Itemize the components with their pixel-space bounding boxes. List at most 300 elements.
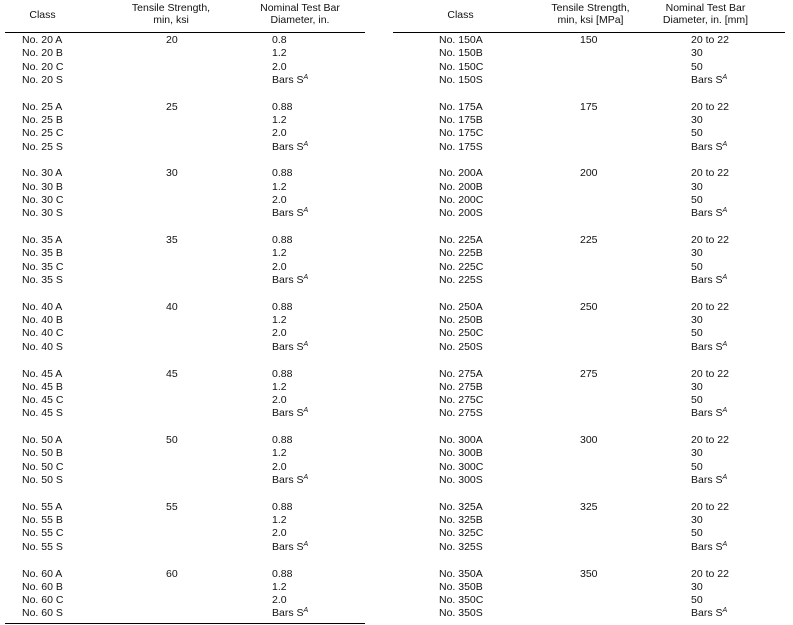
class-cell: No. 200B bbox=[439, 180, 483, 193]
diameter-cell bbox=[272, 207, 308, 220]
diameter-cell bbox=[272, 247, 287, 260]
diameter-value: 50 bbox=[691, 260, 703, 273]
diameter-value: 0.88 bbox=[272, 100, 293, 113]
diameter-cell bbox=[691, 461, 703, 474]
class-cell: No. 175B bbox=[439, 113, 483, 126]
class-cell: No. 25 S bbox=[22, 140, 63, 153]
diameter-cell bbox=[272, 474, 308, 487]
diameter-value: Bars S bbox=[272, 540, 304, 553]
table-row bbox=[5, 327, 365, 340]
table-row bbox=[393, 368, 785, 381]
table-row bbox=[393, 74, 785, 87]
class-cell: No. 60 S bbox=[22, 607, 63, 620]
diameter-cell bbox=[272, 141, 308, 154]
right-class-table bbox=[393, 0, 785, 620]
footnote-marker: A bbox=[303, 407, 309, 415]
diameter-cell bbox=[272, 341, 308, 354]
diameter-cell bbox=[691, 101, 729, 114]
tensile-cell: 350 bbox=[580, 567, 598, 580]
diameter-cell bbox=[272, 394, 287, 407]
diameter-value: Bars S bbox=[691, 340, 723, 353]
table-row bbox=[393, 474, 785, 487]
diameter-cell bbox=[691, 247, 703, 260]
table-row bbox=[5, 101, 365, 114]
class-cell: No. 300B bbox=[439, 447, 483, 460]
diameter-value: 1.2 bbox=[272, 380, 287, 393]
table-row bbox=[5, 194, 365, 207]
class-cell: No. 300A bbox=[439, 434, 483, 447]
table-row bbox=[5, 368, 365, 381]
diameter-value: 2.0 bbox=[272, 460, 287, 473]
diameter-cell bbox=[272, 261, 287, 274]
diameter-value: 2.0 bbox=[272, 327, 287, 340]
table-row bbox=[393, 434, 785, 447]
table-row bbox=[5, 527, 365, 540]
diameter-value: 20 to 22 bbox=[691, 434, 729, 447]
diameter-value: 1.2 bbox=[272, 247, 287, 260]
class-group bbox=[393, 434, 785, 488]
table-row bbox=[393, 207, 785, 220]
class-cell: No. 30 A bbox=[22, 167, 63, 180]
table-row bbox=[5, 568, 365, 581]
class-cell: No. 250C bbox=[439, 327, 484, 340]
table-row bbox=[393, 568, 785, 581]
class-cell: No. 20 C bbox=[22, 60, 64, 73]
table-row bbox=[5, 74, 365, 87]
class-cell: No. 225B bbox=[439, 247, 483, 260]
class-group bbox=[5, 34, 365, 88]
diameter-value: Bars S bbox=[691, 273, 723, 286]
diameter-value: 0.88 bbox=[272, 500, 293, 513]
diameter-value: 2.0 bbox=[272, 260, 287, 273]
diameter-value: 20 to 22 bbox=[691, 500, 729, 513]
class-cell: No. 150B bbox=[439, 47, 483, 60]
table-row bbox=[393, 127, 785, 140]
table-row bbox=[5, 61, 365, 74]
class-cell: No. 50 S bbox=[22, 474, 63, 487]
class-group bbox=[5, 501, 365, 555]
table-row bbox=[393, 514, 785, 527]
diameter-value: 50 bbox=[691, 527, 703, 540]
diameter-value: 20 to 22 bbox=[691, 234, 729, 247]
diameter-value: 1.2 bbox=[272, 580, 287, 593]
table-row bbox=[393, 114, 785, 127]
diameter-cell bbox=[272, 381, 287, 394]
diameter-cell bbox=[272, 568, 292, 581]
diameter-cell bbox=[691, 368, 729, 381]
diameter-cell bbox=[691, 447, 703, 460]
diameter-cell bbox=[691, 407, 727, 420]
class-cell: No. 300S bbox=[439, 474, 483, 487]
diameter-cell bbox=[272, 101, 292, 114]
header-diameter bbox=[245, 2, 355, 26]
class-group bbox=[393, 568, 785, 622]
diameter-cell bbox=[691, 568, 729, 581]
table-row bbox=[393, 381, 785, 394]
header-tensile-line2: min, ksi bbox=[153, 14, 189, 26]
class-group bbox=[393, 234, 785, 288]
footnote-marker: A bbox=[303, 207, 309, 215]
diameter-cell bbox=[691, 181, 703, 194]
footnote-marker: A bbox=[722, 540, 728, 548]
table-row bbox=[393, 327, 785, 340]
diameter-value: 2.0 bbox=[272, 394, 287, 407]
class-cell: No. 250A bbox=[439, 300, 483, 313]
diameter-value: 0.88 bbox=[272, 567, 293, 580]
diameter-cell bbox=[691, 234, 729, 247]
diameter-cell bbox=[272, 581, 287, 594]
footnote-marker: A bbox=[722, 607, 728, 615]
table-row bbox=[393, 394, 785, 407]
table-row bbox=[393, 61, 785, 74]
class-group bbox=[393, 34, 785, 88]
diameter-cell bbox=[691, 541, 727, 554]
table-row bbox=[5, 447, 365, 460]
diameter-value: 30 bbox=[691, 180, 703, 193]
class-cell: No. 350S bbox=[439, 607, 483, 620]
table-row bbox=[5, 234, 365, 247]
table-row bbox=[5, 141, 365, 154]
diameter-cell bbox=[272, 181, 287, 194]
diameter-value: 50 bbox=[691, 394, 703, 407]
diameter-value: 50 bbox=[691, 193, 703, 206]
table-row bbox=[5, 407, 365, 420]
table-row bbox=[5, 434, 365, 447]
class-cell: No. 35 B bbox=[22, 247, 63, 260]
header-diameter-line1: Nominal Test Bar bbox=[260, 2, 340, 14]
class-cell: No. 275B bbox=[439, 380, 483, 393]
diameter-cell bbox=[691, 141, 727, 154]
table-row bbox=[393, 47, 785, 60]
table-row bbox=[5, 594, 365, 607]
diameter-cell bbox=[272, 594, 287, 607]
diameter-value: Bars S bbox=[691, 407, 723, 420]
diameter-value: Bars S bbox=[691, 140, 723, 153]
class-cell: No. 275C bbox=[439, 394, 484, 407]
diameter-value: 30 bbox=[691, 514, 703, 527]
class-cell: No. 325A bbox=[439, 500, 483, 513]
class-group bbox=[5, 234, 365, 288]
tensile-cell: 40 bbox=[166, 300, 178, 313]
footnote-marker: A bbox=[303, 607, 309, 615]
class-cell: No. 300C bbox=[439, 460, 484, 473]
table-row bbox=[5, 607, 365, 620]
class-cell: No. 55 B bbox=[22, 514, 63, 527]
diameter-value: Bars S bbox=[272, 273, 304, 286]
diameter-value: Bars S bbox=[272, 474, 304, 487]
diameter-cell bbox=[272, 167, 292, 180]
diameter-cell bbox=[272, 34, 287, 47]
diameter-value: 20 to 22 bbox=[691, 34, 729, 46]
header-diameter-line2: Diameter, in. bbox=[270, 14, 330, 26]
class-cell: No. 55 A bbox=[22, 500, 63, 513]
diameter-value: 1.2 bbox=[272, 180, 287, 193]
tensile-cell: 250 bbox=[580, 300, 598, 313]
class-group bbox=[5, 568, 365, 622]
footnote-marker: A bbox=[303, 273, 309, 281]
class-cell: No. 25 A bbox=[22, 100, 63, 113]
footnote-marker: A bbox=[303, 340, 309, 348]
class-group bbox=[5, 101, 365, 155]
diameter-value: 0.88 bbox=[272, 300, 293, 313]
class-cell: No. 40 B bbox=[22, 314, 63, 327]
table-row bbox=[393, 301, 785, 314]
class-group bbox=[5, 301, 365, 355]
class-cell: No. 45 C bbox=[22, 394, 64, 407]
tensile-cell: 225 bbox=[580, 234, 598, 247]
diameter-value: 30 bbox=[691, 47, 703, 60]
class-cell: No. 35 A bbox=[22, 234, 63, 247]
diameter-cell bbox=[272, 194, 287, 207]
class-cell: No. 325S bbox=[439, 540, 483, 553]
footnote-marker: A bbox=[303, 140, 309, 148]
table-row bbox=[5, 301, 365, 314]
diameter-cell bbox=[272, 301, 292, 314]
diameter-value: 2.0 bbox=[272, 60, 287, 73]
diameter-cell bbox=[691, 74, 727, 87]
class-cell: No. 250S bbox=[439, 340, 483, 353]
diameter-cell bbox=[691, 327, 703, 340]
diameter-value: 1.2 bbox=[272, 314, 287, 327]
diameter-cell bbox=[691, 381, 703, 394]
class-cell: No. 225A bbox=[439, 234, 483, 247]
diameter-cell bbox=[272, 61, 287, 74]
diameter-cell bbox=[691, 34, 729, 47]
class-cell: No. 175C bbox=[439, 127, 484, 140]
footnote-marker: A bbox=[303, 540, 309, 548]
footnote-marker: A bbox=[722, 273, 728, 281]
diameter-value: 0.88 bbox=[272, 234, 293, 247]
class-cell: No. 225S bbox=[439, 273, 483, 286]
footnote-marker: A bbox=[722, 207, 728, 215]
class-group bbox=[5, 434, 365, 488]
table-row bbox=[5, 381, 365, 394]
table-row bbox=[393, 341, 785, 354]
class-cell: No. 325B bbox=[439, 514, 483, 527]
table-row bbox=[5, 114, 365, 127]
diameter-value: 0.88 bbox=[272, 367, 293, 380]
table-row bbox=[393, 314, 785, 327]
footnote-marker: A bbox=[303, 474, 309, 482]
class-cell: No. 250B bbox=[439, 314, 483, 327]
tensile-cell: 60 bbox=[166, 567, 178, 580]
header-class bbox=[428, 9, 493, 21]
diameter-cell bbox=[691, 607, 727, 620]
table-row bbox=[5, 341, 365, 354]
class-cell: No. 350B bbox=[439, 580, 483, 593]
table-row bbox=[393, 541, 785, 554]
diameter-value: 20 to 22 bbox=[691, 100, 729, 113]
tensile-cell: 50 bbox=[166, 434, 178, 447]
diameter-value: 30 bbox=[691, 113, 703, 126]
diameter-cell bbox=[272, 327, 287, 340]
class-cell: No. 350A bbox=[439, 567, 483, 580]
table-row bbox=[393, 167, 785, 180]
tensile-cell: 325 bbox=[580, 500, 598, 513]
diameter-cell bbox=[272, 407, 308, 420]
class-cell: No. 20 A bbox=[22, 34, 63, 46]
diameter-value: 50 bbox=[691, 127, 703, 140]
diameter-value: 2.0 bbox=[272, 594, 287, 607]
diameter-cell bbox=[272, 447, 287, 460]
table-row bbox=[393, 261, 785, 274]
class-cell: No. 25 B bbox=[22, 113, 63, 126]
table-row bbox=[5, 461, 365, 474]
diameter-cell bbox=[691, 501, 729, 514]
table-header bbox=[393, 0, 785, 33]
table-row bbox=[5, 501, 365, 514]
table-row bbox=[5, 207, 365, 220]
diameter-value: 30 bbox=[691, 380, 703, 393]
diameter-value: Bars S bbox=[272, 73, 304, 86]
class-cell: No. 40 A bbox=[22, 300, 63, 313]
class-cell: No. 50 A bbox=[22, 434, 63, 447]
diameter-cell bbox=[691, 514, 703, 527]
class-cell: No. 200A bbox=[439, 167, 483, 180]
class-cell: No. 275S bbox=[439, 407, 483, 420]
diameter-cell bbox=[691, 434, 729, 447]
table-row bbox=[393, 101, 785, 114]
diameter-cell bbox=[272, 541, 308, 554]
class-cell: No. 60 C bbox=[22, 594, 64, 607]
diameter-cell bbox=[272, 368, 292, 381]
diameter-cell bbox=[691, 61, 703, 74]
class-cell: No. 175S bbox=[439, 140, 483, 153]
footnote-marker: A bbox=[303, 73, 309, 81]
diameter-value: 0.8 bbox=[272, 34, 287, 46]
class-group bbox=[5, 167, 365, 221]
header-diameter-line1: Nominal Test Bar bbox=[665, 2, 746, 14]
table-row bbox=[5, 261, 365, 274]
diameter-cell bbox=[691, 301, 729, 314]
class-group bbox=[393, 501, 785, 555]
header-tensile-line2: min, ksi [MPa] bbox=[557, 14, 624, 26]
diameter-value: Bars S bbox=[272, 607, 304, 620]
diameter-value: 30 bbox=[691, 314, 703, 327]
diameter-cell bbox=[272, 314, 287, 327]
table-row bbox=[393, 607, 785, 620]
table-row bbox=[5, 247, 365, 260]
diameter-cell bbox=[691, 341, 727, 354]
footnote-marker: A bbox=[722, 140, 728, 148]
class-cell: No. 50 B bbox=[22, 447, 63, 460]
table-row bbox=[5, 314, 365, 327]
diameter-value: 20 to 22 bbox=[691, 367, 729, 380]
header-tensile-line1: Tensile Strength, bbox=[551, 2, 630, 14]
class-cell: No. 325C bbox=[439, 527, 484, 540]
class-cell: No. 55 C bbox=[22, 527, 64, 540]
diameter-value: 50 bbox=[691, 594, 703, 607]
table-row bbox=[5, 127, 365, 140]
table-row bbox=[393, 527, 785, 540]
class-cell: No. 275A bbox=[439, 367, 483, 380]
table-row bbox=[393, 247, 785, 260]
class-cell: No. 225C bbox=[439, 260, 484, 273]
diameter-value: Bars S bbox=[691, 474, 723, 487]
diameter-cell bbox=[272, 607, 308, 620]
footnote-marker: A bbox=[722, 474, 728, 482]
diameter-value: Bars S bbox=[272, 340, 304, 353]
header-tensile bbox=[116, 2, 226, 26]
diameter-value: 0.88 bbox=[272, 167, 293, 180]
diameter-value: Bars S bbox=[691, 207, 723, 220]
table-row bbox=[5, 167, 365, 180]
class-cell: No. 20 S bbox=[22, 73, 63, 86]
table-row bbox=[5, 47, 365, 60]
diameter-value: Bars S bbox=[272, 140, 304, 153]
diameter-value: 20 to 22 bbox=[691, 167, 729, 180]
diameter-cell bbox=[691, 314, 703, 327]
diameter-cell bbox=[691, 114, 703, 127]
table-row bbox=[5, 514, 365, 527]
table-row bbox=[5, 581, 365, 594]
diameter-value: 20 to 22 bbox=[691, 567, 729, 580]
diameter-value: 2.0 bbox=[272, 527, 287, 540]
table-row bbox=[393, 181, 785, 194]
table-row bbox=[5, 541, 365, 554]
diameter-value: 1.2 bbox=[272, 447, 287, 460]
footnote-marker: A bbox=[722, 73, 728, 81]
tensile-cell: 150 bbox=[580, 34, 598, 46]
diameter-cell bbox=[691, 581, 703, 594]
diameter-value: Bars S bbox=[272, 407, 304, 420]
class-cell: No. 35 S bbox=[22, 273, 63, 286]
diameter-cell bbox=[272, 461, 287, 474]
class-cell: No. 35 C bbox=[22, 260, 64, 273]
diameter-cell bbox=[691, 207, 727, 220]
diameter-cell bbox=[691, 394, 703, 407]
diameter-cell bbox=[272, 127, 287, 140]
diameter-cell bbox=[691, 47, 703, 60]
tensile-cell: 300 bbox=[580, 434, 598, 447]
left-class-table bbox=[5, 0, 365, 620]
diameter-value: 30 bbox=[691, 447, 703, 460]
diameter-cell bbox=[272, 47, 287, 60]
class-cell: No. 350C bbox=[439, 594, 484, 607]
table-row bbox=[393, 141, 785, 154]
header-tensile bbox=[533, 2, 648, 26]
class-cell: No. 45 S bbox=[22, 407, 63, 420]
table-row bbox=[5, 474, 365, 487]
table-bottom-rule bbox=[5, 623, 365, 624]
tensile-cell: 25 bbox=[166, 100, 178, 113]
class-cell: No. 150C bbox=[439, 60, 484, 73]
class-cell: No. 40 C bbox=[22, 327, 64, 340]
tensile-cell: 35 bbox=[166, 234, 178, 247]
header-class-text: Class bbox=[29, 9, 56, 21]
table-row bbox=[393, 274, 785, 287]
class-cell: No. 30 B bbox=[22, 180, 63, 193]
diameter-value: Bars S bbox=[691, 73, 723, 86]
class-cell: No. 45 A bbox=[22, 367, 63, 380]
diameter-cell bbox=[691, 594, 703, 607]
table-row bbox=[393, 34, 785, 47]
tensile-cell: 20 bbox=[166, 34, 178, 46]
header-tensile-line1: Tensile Strength, bbox=[131, 2, 211, 14]
diameter-cell bbox=[691, 194, 703, 207]
diameter-value: 2.0 bbox=[272, 193, 287, 206]
header-class bbox=[5, 9, 80, 21]
footnote-marker: A bbox=[722, 340, 728, 348]
class-group bbox=[393, 167, 785, 221]
table-row bbox=[5, 34, 365, 47]
diameter-value: 2.0 bbox=[272, 127, 287, 140]
table-row bbox=[5, 394, 365, 407]
class-cell: No. 175A bbox=[439, 100, 483, 113]
tensile-cell: 55 bbox=[166, 500, 178, 513]
class-cell: No. 45 B bbox=[22, 380, 63, 393]
diameter-cell bbox=[272, 527, 287, 540]
